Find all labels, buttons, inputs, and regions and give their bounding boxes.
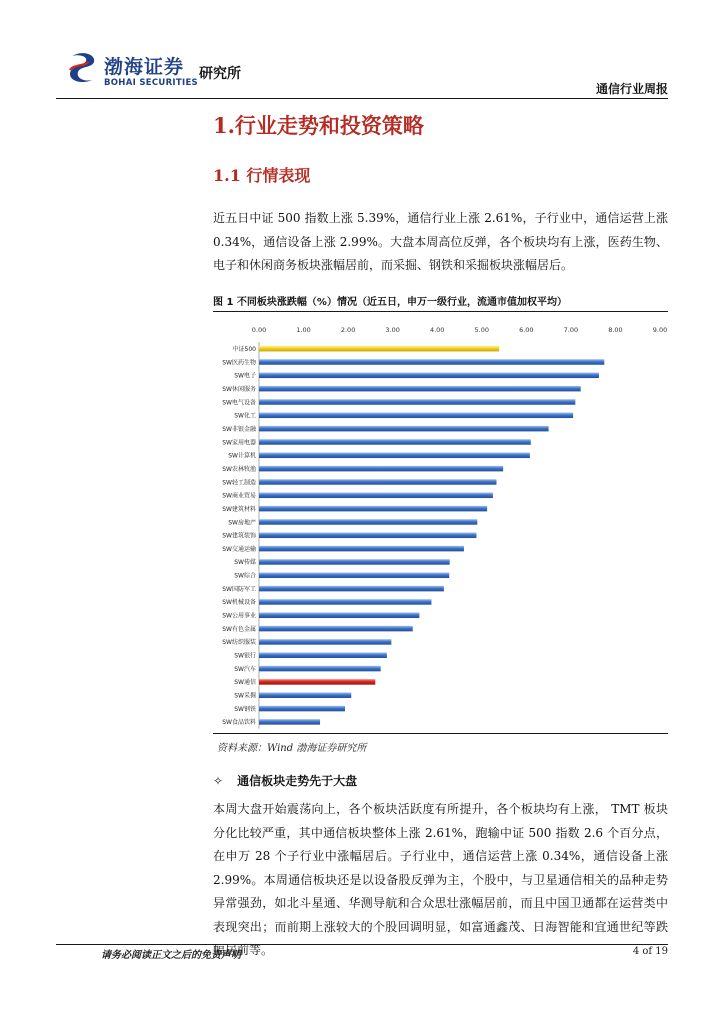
sector-bar <box>259 692 351 698</box>
sector-bar <box>259 586 444 592</box>
category-label: SW机械设备 <box>222 599 256 607</box>
category-label: SW交通运输 <box>222 545 256 553</box>
category-label: SW通信 <box>234 679 256 687</box>
category-label: SW国防军工 <box>222 585 256 593</box>
category-label: 中证500 <box>232 345 256 353</box>
sector-bar <box>259 453 530 459</box>
x-tick-label: 0.00 <box>251 326 267 334</box>
sector-bar <box>259 719 320 725</box>
sector-bar <box>259 519 477 525</box>
x-tick-label: 8.00 <box>608 326 623 334</box>
sector-bar <box>259 706 345 712</box>
sector-bar <box>259 426 549 432</box>
sector-bar <box>259 559 450 565</box>
sector-bar <box>259 533 476 539</box>
subsection-title <box>213 772 357 789</box>
category-label: SW化工 <box>234 412 256 420</box>
report-type: 通信行业周报 <box>595 82 668 96</box>
sector-bar <box>259 479 496 485</box>
category-label: SW纺织服装 <box>222 639 256 647</box>
figure-source: 资料来源：Wind 渤海证券研究所 <box>217 743 367 754</box>
category-label: SW建筑装饰 <box>222 532 256 540</box>
highlight-bar <box>259 679 375 685</box>
category-label: SW商业贸易 <box>222 492 256 500</box>
category-label: SW银行 <box>234 652 256 660</box>
category-label: SW食品饮料 <box>222 719 256 727</box>
category-label: SW计算机 <box>228 452 256 460</box>
logo-chinese-name: 渤海证券 <box>104 56 185 78</box>
section-heading: 1.行业走势和投资策略 <box>213 113 424 138</box>
category-label: SW钢铁 <box>234 705 256 713</box>
sector-bar <box>259 653 387 659</box>
category-label: SW轻工制造 <box>222 479 256 487</box>
category-label: SW休闲服务 <box>222 385 256 393</box>
intro-paragraph: 近五日中证 500 指数上涨 5.39%，通信行业上涨 2.61%，子行业中，通信运营上涨 0.34%，通信设备上涨 2.99%。大盘本周高位反弹，各个板块均有上涨，医药生物、电子和休闲商务板块涨幅居前，而采掘、钢铁和采掘板块涨幅居后。 <box>213 211 668 272</box>
x-tick-label: 4.00 <box>429 326 445 334</box>
category-label: SW非银金融 <box>222 425 256 433</box>
institute-label: 研究所 <box>199 66 241 82</box>
category-label: SW电子 <box>234 372 256 380</box>
page-number: 4 of 19 <box>632 946 668 957</box>
sector-bar <box>259 493 493 499</box>
sector-bar <box>259 626 413 632</box>
category-label: SW家用电器 <box>222 439 256 447</box>
x-tick-label: 6.00 <box>519 326 534 334</box>
category-label: SW电气设备 <box>222 399 256 407</box>
sector-bar <box>259 466 503 472</box>
sector-bar <box>259 373 599 379</box>
category-label: SW公用事业 <box>222 612 256 620</box>
sector-bar <box>259 599 431 605</box>
x-tick-label: 5.00 <box>474 326 490 334</box>
logo-english-name: BOHAI SECURITIES <box>104 78 198 88</box>
sector-bar <box>259 506 487 512</box>
x-tick-label: 2.00 <box>340 326 356 334</box>
body-paragraph: 本周大盘开始震荡向上，各个板块活跃度有所提升，各个板块均有上涨， TMT 板块分化比较严重，其中通信板块整体上涨 2.61%，跑输中证 500 指数 2.6 个百分点，在申万 28 个子行业中涨幅居后。子行业中，通信运营上涨 0.34%，通信设备上涨 2.99%。本周通信板块还是以设备股反弹为主，个股中，与卫星通信相关的品种走势异常强劲，如北斗星通、华测导航和合众思壮涨幅居前，而且中国卫通都在运营类中表现突出；而前期上涨较大的个股回调明显，如富通鑫茂、日海智能和宜通世纪等跌幅居前等。 <box>213 802 668 957</box>
category-label: SW医药生物 <box>222 359 256 367</box>
disclaimer: 请务必阅读正文之后的免责声明 <box>101 950 241 961</box>
sector-bar <box>259 439 531 445</box>
sector-bar <box>259 546 464 552</box>
subsection-heading: 1.1 行情表现 <box>213 166 311 185</box>
bohai-logo-icon <box>66 50 100 84</box>
category-label: SW综合 <box>234 572 256 580</box>
sector-return-bar-chart <box>213 318 668 727</box>
category-label: SW建筑材料 <box>222 505 256 513</box>
category-label: SW房地产 <box>228 519 256 527</box>
figure-top-rule <box>213 311 668 312</box>
sector-bar <box>259 639 391 645</box>
category-label: SW有色金属 <box>222 625 256 633</box>
sector-bar <box>259 413 573 419</box>
x-tick-label: 3.00 <box>385 326 400 334</box>
footer-divider <box>56 944 668 945</box>
benchmark-bar <box>259 346 499 352</box>
sector-bar <box>259 613 419 619</box>
category-label: SW传媒 <box>234 559 256 567</box>
category-label: SW农林牧渔 <box>222 465 256 473</box>
sector-bar <box>259 573 449 579</box>
x-tick-label: 9.00 <box>652 326 668 334</box>
sector-bar <box>259 386 581 392</box>
subsection-title-text: 通信板块走势先于大盘 <box>237 774 358 788</box>
header-divider <box>56 98 668 99</box>
category-label: SW采掘 <box>234 692 256 700</box>
sector-bar <box>259 359 604 365</box>
x-tick-label: 7.00 <box>563 326 579 334</box>
diamond-bullet-icon: ✧ <box>213 774 224 788</box>
figure-bottom-rule <box>213 733 668 734</box>
x-tick-label: 1.00 <box>296 326 311 334</box>
sector-bar <box>259 666 381 672</box>
sector-bar <box>259 399 575 405</box>
category-label: SW汽车 <box>234 665 256 673</box>
figure-caption: 图 1 不同板块涨跌幅（%）情况（近五日，申万一级行业，流通市值加权平均） <box>213 297 567 308</box>
